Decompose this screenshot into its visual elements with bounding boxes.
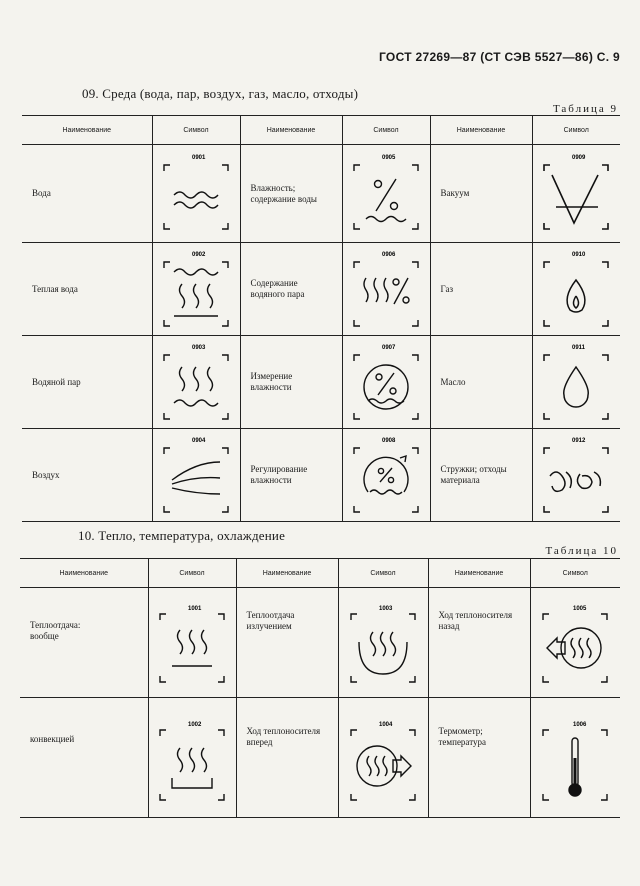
symbol-name: Газ xyxy=(440,283,454,294)
name-cell xyxy=(240,429,342,522)
symbol-cell xyxy=(152,145,240,243)
name-cell xyxy=(430,336,532,429)
symbol-code: 0912 xyxy=(572,438,586,444)
symbol-name: Термометр; температура xyxy=(438,726,487,747)
symbol-cell xyxy=(532,336,620,429)
humidity-measurement-symbol-icon xyxy=(346,339,426,425)
symbol-name: Регулирование влажности xyxy=(250,464,308,485)
air-symbol-icon xyxy=(156,432,236,518)
symbol-code: 1001 xyxy=(188,605,202,612)
symbol-cell xyxy=(532,429,620,522)
vapor-content-symbol-icon xyxy=(346,246,426,332)
table-10-header xyxy=(20,559,620,588)
symbol-cell xyxy=(530,698,620,818)
symbol-name: Теплоотдача: вообще xyxy=(30,620,81,641)
name-cell xyxy=(236,588,338,698)
heat-transfer-general-symbol-icon xyxy=(152,598,232,688)
symbol-cell xyxy=(338,588,428,698)
symbol-name: Ход теплоносителя назад xyxy=(438,610,513,631)
symbol-name: Стружки; отходы материала xyxy=(440,464,507,485)
name-cell xyxy=(22,145,152,243)
oil-drop-symbol-icon xyxy=(536,339,616,425)
symbol-code: 1002 xyxy=(188,721,202,728)
table-row xyxy=(20,698,620,818)
symbol-name: Масло xyxy=(440,376,466,387)
col-symbol: Символ xyxy=(532,116,620,145)
symbol-cell xyxy=(530,588,620,698)
symbol-name: Ход теплоносителя вперед xyxy=(246,726,321,747)
symbol-name: Вакуум xyxy=(440,188,470,198)
steam-symbol-icon xyxy=(156,339,236,425)
symbol-name: Воздух xyxy=(32,469,60,480)
col-name: Наименование xyxy=(22,116,152,145)
heat-radiation-symbol-icon xyxy=(343,598,423,688)
name-cell xyxy=(430,243,532,336)
col-symbol: Символ xyxy=(152,116,240,145)
symbol-cell xyxy=(342,429,430,522)
name-cell xyxy=(240,145,342,243)
name-cell xyxy=(240,243,342,336)
symbol-name: Теплая вода xyxy=(32,283,78,294)
col-name: Наименование xyxy=(430,116,532,145)
col-symbol: Символ xyxy=(342,116,430,145)
symbol-code: 0901 xyxy=(192,154,206,161)
symbol-code: 0904 xyxy=(192,438,206,444)
symbol-name: Вода xyxy=(32,188,51,198)
name-cell xyxy=(20,698,148,818)
symbol-name: Влажность; содержание воды xyxy=(250,182,317,204)
name-cell xyxy=(428,588,530,698)
table-row xyxy=(22,145,620,243)
table-9-header xyxy=(22,116,620,145)
symbol-cell xyxy=(532,145,620,243)
col-symbol: Символ xyxy=(530,559,620,588)
table-row xyxy=(20,588,620,698)
coolant-forward-symbol-icon xyxy=(343,708,423,808)
col-name: Наименование xyxy=(236,559,338,588)
coolant-backward-symbol-icon xyxy=(535,598,615,688)
symbol-code: 1005 xyxy=(573,605,587,612)
table-row xyxy=(22,336,620,429)
col-symbol: Символ xyxy=(148,559,236,588)
symbol-cell xyxy=(152,429,240,522)
col-name: Наименование xyxy=(20,559,148,588)
symbol-code: 0903 xyxy=(192,345,206,351)
name-cell xyxy=(22,336,152,429)
page-header: ГОСТ 27269—87 (СТ СЭВ 5527—86) С. 9 xyxy=(378,50,620,64)
symbol-code: 0911 xyxy=(572,345,586,351)
chips-waste-symbol-icon xyxy=(536,432,616,518)
symbol-cell xyxy=(148,588,236,698)
symbol-code: 0907 xyxy=(382,345,396,351)
symbol-code: 0905 xyxy=(382,154,396,161)
symbol-cell xyxy=(338,698,428,818)
heat-convection-symbol-icon xyxy=(152,708,232,808)
symbol-code: 1003 xyxy=(379,605,393,612)
name-cell xyxy=(430,145,532,243)
name-cell xyxy=(236,698,338,818)
symbol-code: 0909 xyxy=(572,154,586,161)
vacuum-symbol-icon xyxy=(536,149,616,239)
name-cell xyxy=(430,429,532,522)
table-9 xyxy=(22,115,620,522)
name-cell xyxy=(428,698,530,818)
symbol-code: 0902 xyxy=(192,252,206,258)
symbol-cell xyxy=(148,698,236,818)
symbol-code: 1004 xyxy=(379,721,393,728)
symbol-name: Теплоотдача излучением xyxy=(246,610,295,631)
symbol-cell xyxy=(342,243,430,336)
symbol-cell xyxy=(152,336,240,429)
name-cell xyxy=(22,429,152,522)
name-cell xyxy=(20,588,148,698)
symbol-code: 1006 xyxy=(573,721,587,728)
symbol-cell xyxy=(152,243,240,336)
table-row xyxy=(22,429,620,522)
symbol-cell xyxy=(342,145,430,243)
warm-water-symbol-icon xyxy=(156,246,236,332)
name-cell xyxy=(240,336,342,429)
symbol-code: 0906 xyxy=(382,252,396,258)
symbol-code: 0910 xyxy=(572,252,586,258)
symbol-name: конвекцией xyxy=(30,734,75,744)
col-name: Наименование xyxy=(428,559,530,588)
section-10-title: 10. Тепло, температура, охлаждение xyxy=(78,528,286,543)
humidity-symbol-icon xyxy=(346,149,426,239)
table-10 xyxy=(20,558,620,818)
thermometer-symbol-icon xyxy=(535,708,615,808)
symbol-cell xyxy=(342,336,430,429)
section-9-title: 09. Среда (вода, пар, воздух, газ, масло, отходы) xyxy=(82,86,359,101)
humidity-control-symbol-icon xyxy=(346,432,426,518)
symbol-code: 0908 xyxy=(382,438,396,444)
name-cell xyxy=(22,243,152,336)
symbol-name: Содержание водяного пара xyxy=(250,278,305,299)
water-symbol-icon xyxy=(156,149,236,239)
gas-flame-symbol-icon xyxy=(536,246,616,332)
col-name: Наименование xyxy=(240,116,342,145)
table-row xyxy=(22,243,620,336)
table-9-label: Таблица 9 xyxy=(552,103,618,115)
symbol-name: Водяной пар xyxy=(32,376,81,387)
symbol-cell xyxy=(532,243,620,336)
table-10-label: Таблица 10 xyxy=(545,545,618,557)
symbol-name: Измерение влажности xyxy=(250,371,293,392)
col-symbol: Символ xyxy=(338,559,428,588)
